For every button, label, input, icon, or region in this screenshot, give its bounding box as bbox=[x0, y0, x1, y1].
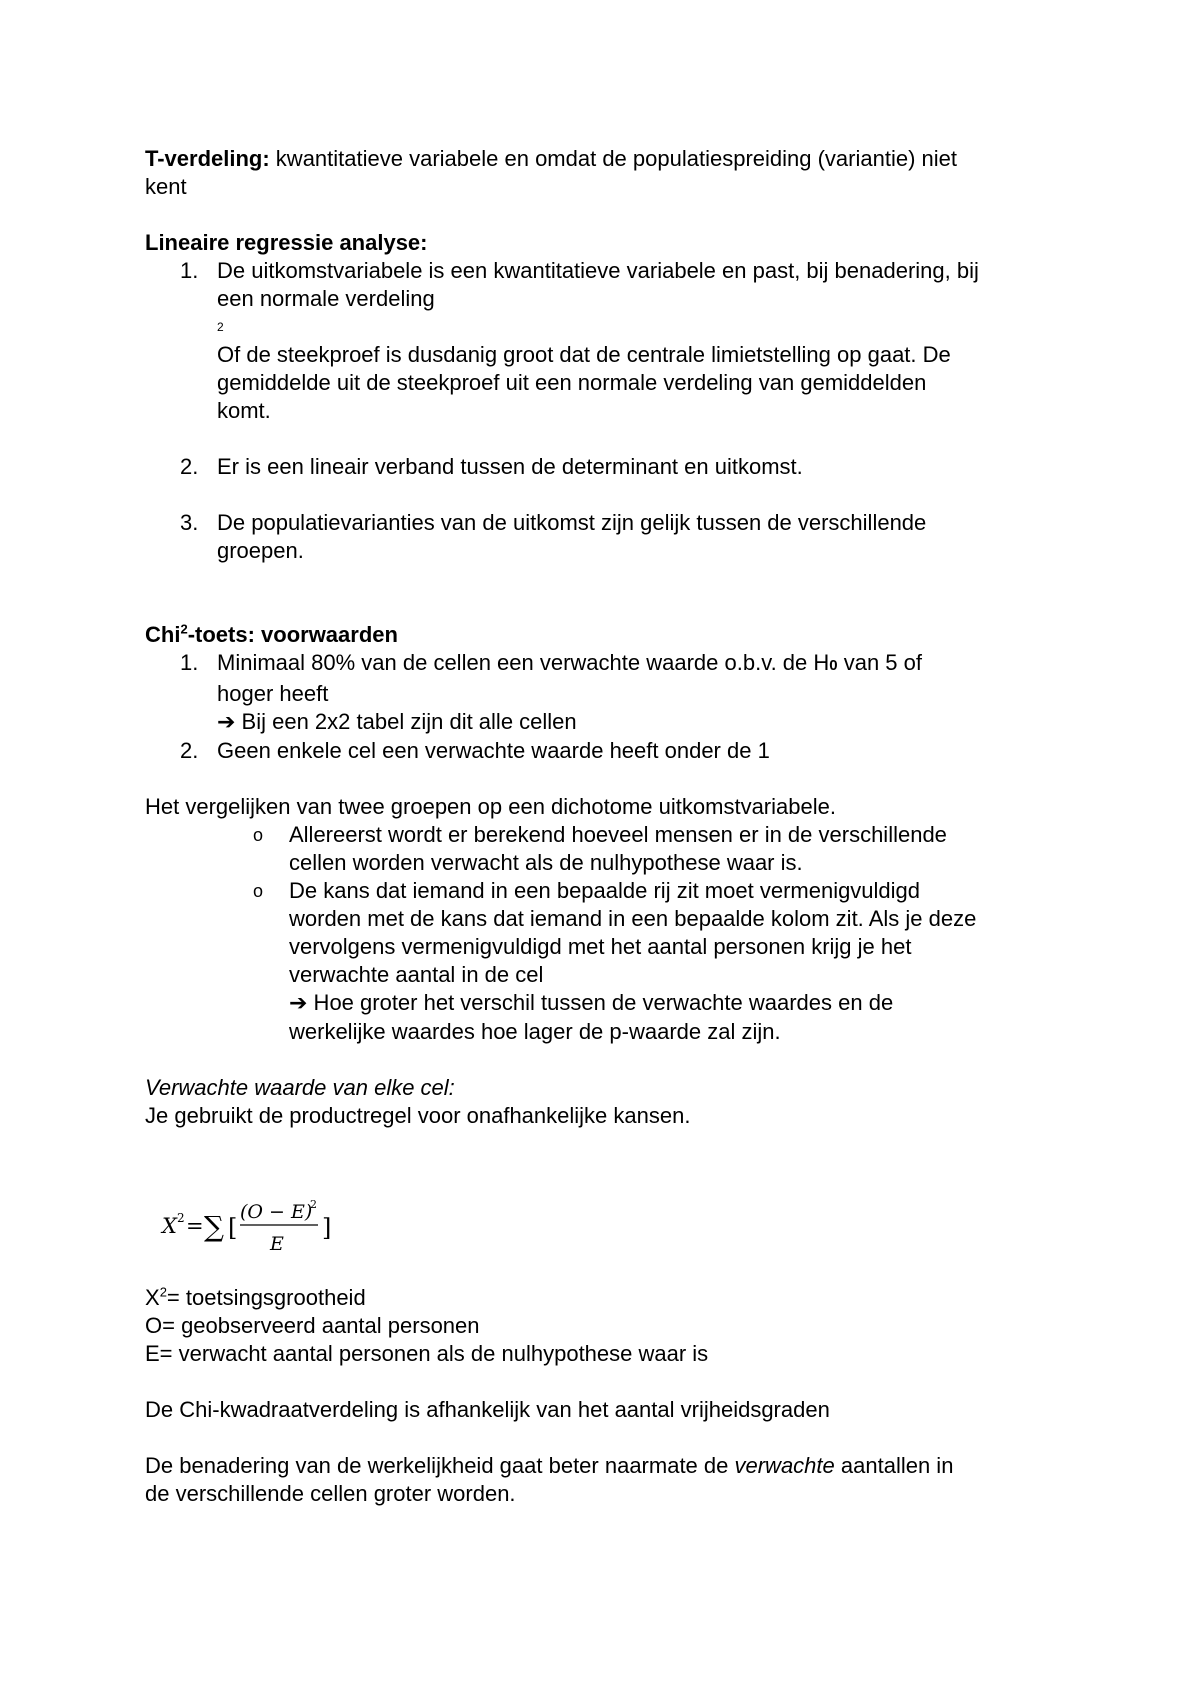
regressie-item-1-extra-line-1: Of de steekproef is dusdanig groot dat de centrale limietstelling op gaat. De bbox=[217, 342, 951, 367]
regressie-item-3-line-1: De populatievarianties van de uitkomst zijn gelijk tussen de verschillende bbox=[217, 510, 927, 535]
list-number: 2. bbox=[180, 454, 199, 479]
chi-square-formula bbox=[160, 1188, 1075, 1268]
regressie-heading: Lineaire regressie analyse: bbox=[145, 230, 428, 255]
formula-close-bracket: ] bbox=[322, 1214, 332, 1242]
regressie-item-2-line-1: Er is een lineair verband tussen de determinant en uitkomst. bbox=[217, 454, 803, 479]
document-page bbox=[145, 145, 1075, 1508]
t-verdeling-text-cont: kent bbox=[145, 174, 187, 199]
t-verdeling-text: kwantitatieve variabele en omdat de populatiespreiding (variantie) niet bbox=[269, 146, 957, 171]
vergelijken-bullet-1: o Allereerst wordt er berekend hoeveel mensen er in de verschillende cellen worden verwacht als de nulhypothese waar is. bbox=[253, 822, 947, 875]
definition-e: E= verwacht aantal personen als de nulhypothese waar is bbox=[145, 1341, 709, 1366]
bullet-icon: o bbox=[253, 881, 264, 901]
chi-heading: Chi$^2$-toets: voorwaarden bbox=[145, 621, 398, 647]
formula-sigma: ∑ bbox=[204, 1210, 224, 1243]
regressie-item-3-line-2: groepen. bbox=[217, 538, 304, 563]
bullet-icon: o bbox=[253, 825, 264, 845]
formula-svg bbox=[160, 1188, 380, 1268]
definition-x2: $X^2=$ toetsingsgrootheid bbox=[145, 1284, 366, 1310]
arrow-right-icon: ➔ bbox=[217, 710, 236, 735]
regressie-item-1 bbox=[145, 257, 1075, 313]
regressie-item-3 bbox=[145, 509, 1075, 565]
chi-item-1: 1. Minimaal 80% van de cellen een verwachte waarde o.b.v. de H0 van 5 of hoger heeft ➔ Bij een 2x2 tabel zijn dit alle cellen bbox=[180, 650, 922, 735]
vergelijken-intro: Het vergelijken van twee groepen op een dichotome uitkomstvariabele. bbox=[145, 794, 836, 819]
formula-open-bracket: [ bbox=[228, 1214, 238, 1242]
chi-item-2: 2. Geen enkele cel een verwachte waarde heeft onder de 1 bbox=[180, 738, 770, 763]
t-verdeling-paragraph bbox=[145, 145, 1075, 201]
list-number: 1. bbox=[180, 258, 199, 283]
benadering-paragraph: De benadering van de werkelijkheid gaat beter naarmate de verwachte aantallen in de verschillende cellen groter worden. bbox=[145, 1453, 954, 1506]
arrow-right-icon: ➔ bbox=[289, 991, 308, 1016]
regressie-item-2 bbox=[145, 453, 1075, 481]
verwachte-text: Je gebruikt de productregel voor onafhankelijke kansen. bbox=[145, 1103, 691, 1128]
regressie-item-1-extra bbox=[145, 341, 1075, 425]
formula-lhs-sup: 2 bbox=[177, 1211, 185, 1225]
formula-numerator-sup: 2 bbox=[310, 1198, 317, 1211]
formula-equals: = bbox=[186, 1214, 204, 1238]
regressie-item-1-line-1: De uitkomstvariabele is een kwantitatieve variabele en past, bij benadering, bij bbox=[217, 258, 979, 283]
regressie-item-1-line-2: een normale verdeling bbox=[217, 286, 435, 311]
list-number: 1. bbox=[180, 650, 199, 675]
formula-lhs: X bbox=[162, 1214, 177, 1238]
vergelijken-bullet-2: o De kans dat iemand in een bepaalde rij zit moet vermenigvuldigd worden met de kans dat iemand in een bepaalde kolom zit. Als je deze vervolgens vermenigvuldigd met het aantal personen krijg je het verwachte aantal in de cel ➔ Hoe groter het verschil tussen de verwachte waardes en de werkelijke waardes hoe lager de p-waarde zal zijn. bbox=[253, 878, 977, 1044]
list-number: 3. bbox=[180, 510, 199, 535]
regressie-item-1-extra-line-3: komt. bbox=[217, 398, 271, 423]
regressie-item-1-extra-line-2: gemiddelde uit de steekproef uit een normale verdeling van gemiddelden bbox=[217, 370, 927, 395]
formula-numerator: (O − E) bbox=[240, 1201, 313, 1223]
formula-denominator: E bbox=[270, 1233, 284, 1255]
t-verdeling-label: T-verdeling: bbox=[145, 146, 270, 171]
superscript-mark: 2 bbox=[217, 320, 224, 334]
definition-o: O= geobserveerd aantal personen bbox=[145, 1313, 480, 1338]
vrijheidsgraden-text: De Chi-kwadraatverdeling is afhankelijk van het aantal vrijheidsgraden bbox=[145, 1397, 830, 1422]
list-number: 2. bbox=[180, 738, 199, 763]
verwachte-heading: Verwachte waarde van elke cel: bbox=[145, 1075, 455, 1100]
